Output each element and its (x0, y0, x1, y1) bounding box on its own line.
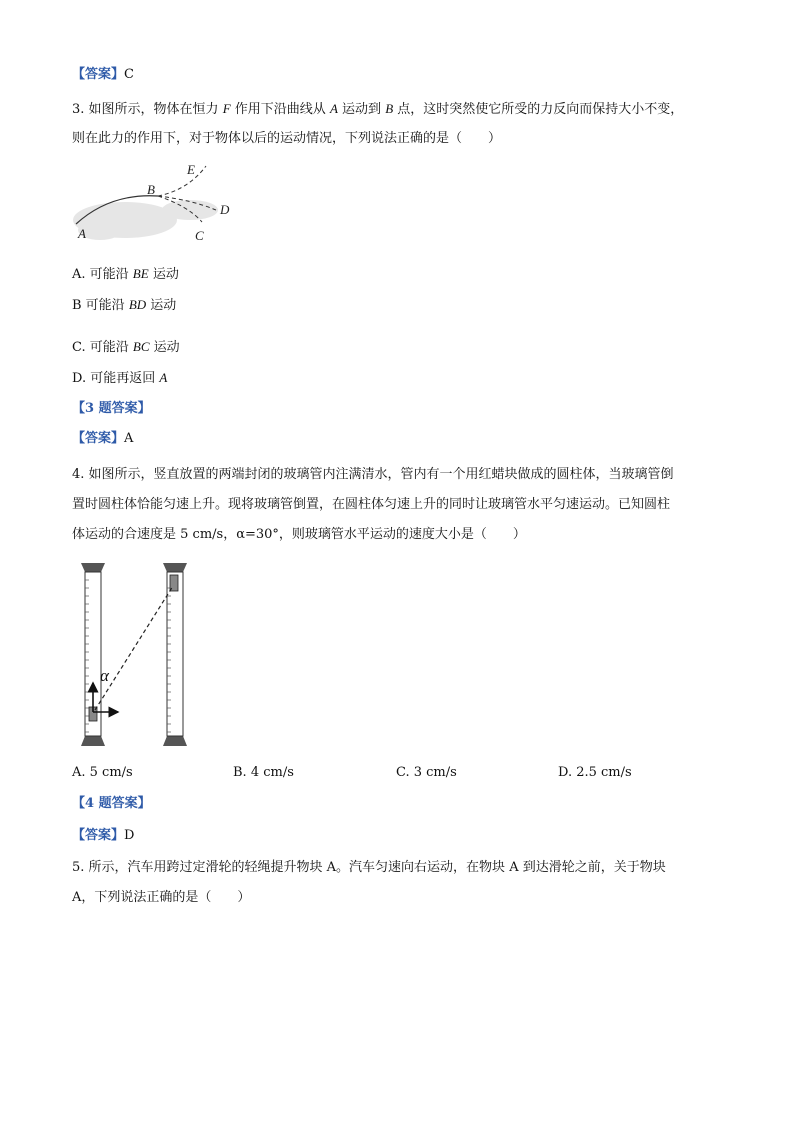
label-a: A (78, 226, 86, 241)
option-var: BC (132, 339, 150, 354)
point-b-variable: B (385, 101, 394, 116)
answer-value: D (124, 828, 135, 843)
left-tube (81, 563, 105, 746)
alpha-label: α (100, 666, 109, 685)
q3-option-a (72, 265, 179, 284)
q5-stem-line2: A，下列说法正确的是（ ） (72, 890, 251, 905)
previous-answer (72, 66, 134, 84)
q3-section-label: 【3 题答案】 (72, 401, 151, 416)
q3-option-c (72, 338, 180, 357)
q4-stem-line3: 体运动的合速度是 5 cm/s，α=30°，则玻璃管水平运动的速度大小是（ ） (72, 527, 526, 542)
q3-answer (72, 430, 133, 448)
option-suffix: 运动 (146, 298, 177, 313)
q3-stem-line2: 则在此力的作用下，对于物体以后的运动情况，下列说法正确的是（ ） (72, 131, 502, 146)
q5-stem-line1: 5. 所示，汽车用跨过定滑轮的轻绳提升物块 A。汽车匀速向右运动，在物块 A 到达滑轮之前，关于物块 (72, 860, 666, 875)
answer-tag: 【答案】 (72, 67, 125, 82)
q3-text: 3. 如图所示，物体在恒力 (72, 102, 219, 117)
force-variable: F (222, 101, 231, 116)
option-suffix: 运动 (148, 267, 179, 282)
label-c: C (195, 228, 204, 243)
q3-text: 作用下沿曲线从 (234, 102, 326, 117)
point-a-variable: A (329, 101, 338, 116)
q4-option-c: C. 3 cm/s (396, 765, 457, 780)
option-prefix: B 可能沿 (72, 298, 129, 313)
q3-text: 点，这时突然使它所受的力反向而保持大小不变， (397, 102, 684, 117)
option-prefix: C. 可能沿 (72, 340, 133, 355)
q4-option-a: A. 5 cm/s (72, 765, 133, 780)
q4-answer (72, 827, 134, 845)
q4-stem-line2: 置时圆柱体恰能匀速上升。现将玻璃管倒置，在圆柱体匀速上升的同时让玻璃管水平匀速运动。已知圆柱 (72, 497, 671, 512)
answer-value: A (124, 431, 134, 446)
q4-tube-figure (78, 560, 198, 752)
option-var: BD (128, 297, 147, 312)
q4-stem-line1: 4. 如图所示，竖直放置的两端封闭的玻璃管内注满清水，管内有一个用红蜡块做成的圆柱体，当玻璃管倒 (72, 467, 674, 482)
q3-stem-line1 (72, 100, 683, 119)
q3-option-d (72, 369, 167, 388)
resultant-path (95, 586, 173, 710)
answer-tag: 【答案】 (72, 431, 125, 446)
q3-curve-figure (70, 158, 240, 250)
q3-text: 运动到 (342, 102, 382, 117)
option-prefix: A. 可能沿 (72, 267, 133, 282)
q4-option-b: B. 4 cm/s (233, 765, 294, 780)
option-prefix: D. 可能再返回 (72, 371, 160, 386)
q4-option-d: D. 2.5 cm/s (558, 765, 632, 780)
option-suffix: 运动 (149, 340, 180, 355)
label-e: E (187, 162, 195, 177)
label-d: D (220, 202, 230, 217)
q3-option-b (72, 296, 176, 315)
option-var: BE (132, 266, 149, 281)
right-tube (163, 563, 187, 746)
answer-value: C (124, 67, 134, 82)
answer-tag: 【答案】 (72, 828, 125, 843)
option-var: A (159, 370, 168, 385)
q4-section-label: 【4 题答案】 (72, 796, 151, 811)
label-b: B (147, 182, 155, 197)
path-be (158, 166, 206, 196)
